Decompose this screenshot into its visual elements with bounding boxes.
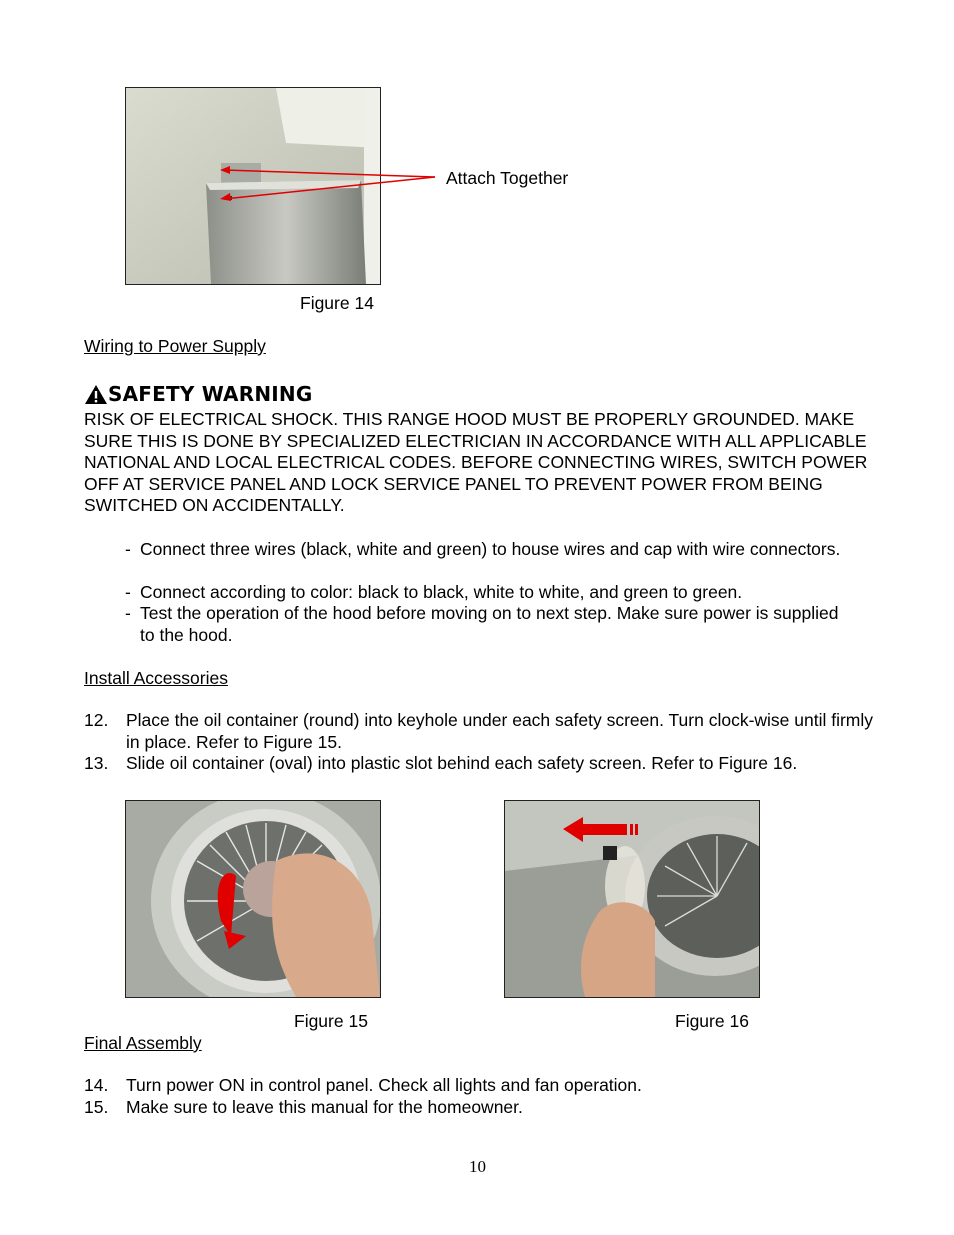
figure-15-caption: Figure 15: [294, 1011, 368, 1031]
bullet-item: - Connect according to color: black to black, white to white, and green to green.: [125, 582, 743, 602]
bullet-item: - Test the operation of the hood before moving on to next step. Make sure power is supplied to the hood.: [125, 603, 839, 645]
attach-together-label: Attach Together: [446, 168, 569, 188]
oval-oil-container-illustration: [505, 801, 759, 997]
final-assembly-heading: Final Assembly: [84, 1033, 202, 1053]
attach-arrows: [218, 165, 443, 210]
figure-16-caption: Figure 16: [675, 1011, 749, 1031]
install-accessories-heading: Install Accessories: [84, 668, 228, 688]
safety-warning-body: RISK OF ELECTRICAL SHOCK. THIS RANGE HOOD MUST BE PROPERLY GROUNDED. MAKE SURE THIS IS DONE BY SPECIALIZED ELECTRICIAN IN ACCORDANCE WITH ALL APPLICABLE NATIONAL AND LOCAL ELECTRICAL CODES. BEFORE CONNECTING WIRES, SWITCH POWER OFF AT SERVICE PANEL AND LOCK SERVICE PANEL TO PREVENT POWER FROM BEING SWITCHED ON ACCIDENTALLY.: [84, 409, 868, 515]
safety-warning-header: [84, 382, 312, 406]
figure-15-photo: [125, 800, 381, 998]
step-item: 15. Make sure to leave this manual for the homeowner.: [84, 1097, 523, 1117]
step-item: 14. Turn power ON in control panel. Check all lights and fan operation.: [84, 1075, 642, 1095]
bullet-item: - Connect three wires (black, white and green) to house wires and cap with wire connectors.: [125, 539, 841, 559]
figure-14-caption: Figure 14: [300, 293, 374, 313]
step-item: 12. Place the oil container (round) into keyhole under each safety screen. Turn clock-wise until firmly in place. Refer to Figure 15.: [84, 710, 874, 752]
figure-16-photo: [504, 800, 760, 998]
step-item: 13. Slide oil container (oval) into plastic slot behind each safety screen. Refer to Figure 16.: [84, 753, 798, 773]
round-oil-container-illustration: [126, 801, 380, 997]
wiring-heading: Wiring to Power Supply: [84, 336, 266, 356]
page-number: 10: [469, 1157, 486, 1176]
safety-warning-title: SAFETY WARNING: [108, 382, 313, 406]
warning-triangle-icon: [84, 384, 108, 405]
